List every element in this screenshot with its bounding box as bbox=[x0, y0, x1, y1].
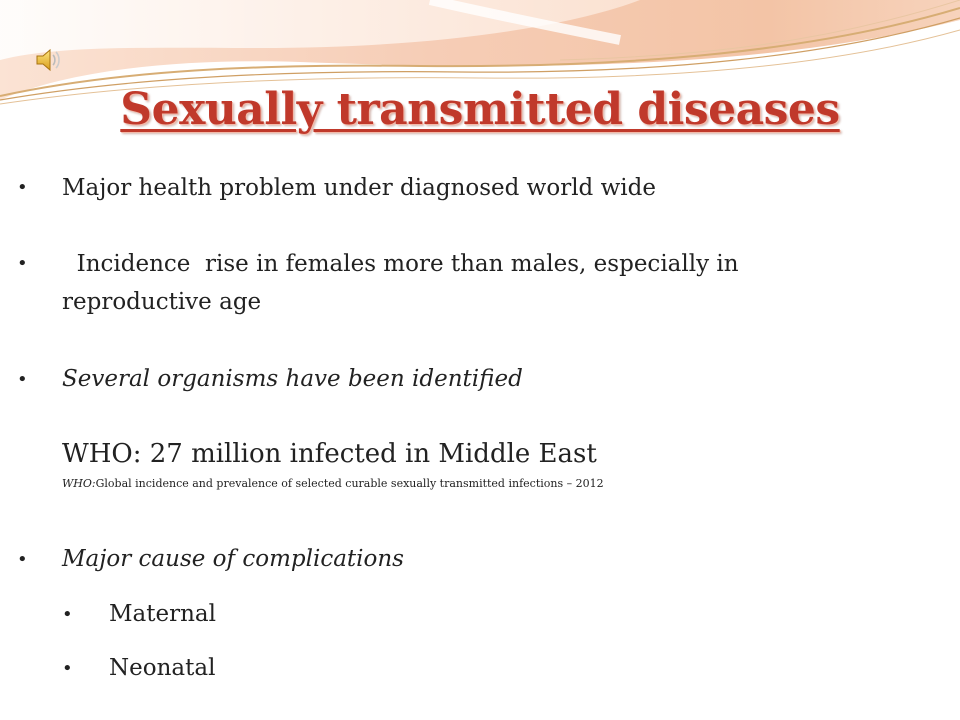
speaker-icon[interactable] bbox=[33, 45, 63, 75]
slide-title: Sexually transmitted diseases bbox=[120, 84, 840, 135]
sub-bullet-neonatal: Neonatal bbox=[109, 655, 216, 681]
bullet-text-major-cause: Major cause of complications bbox=[62, 546, 404, 572]
bullet-text-several-organisms: Several organisms have been identified bbox=[62, 366, 523, 392]
source-text: Global incidence and prevalence of selected curable sexually transmitted infections – 2012 bbox=[95, 477, 604, 490]
bullet-marker: • bbox=[17, 369, 28, 390]
source-citation bbox=[62, 477, 604, 490]
source-prefix: WHO: bbox=[62, 477, 96, 490]
who-statistic: WHO: 27 million infected in Middle East bbox=[62, 439, 597, 469]
bullet-text-incidence-rise: Incidence rise in females more than males, especially in bbox=[62, 251, 739, 277]
sub-bullet-maternal: Maternal bbox=[109, 601, 216, 627]
sub-bullet-marker: • bbox=[62, 658, 73, 679]
bullet-text-major-health-problem: Major health problem under diagnosed world wide bbox=[62, 175, 656, 201]
bullet-marker: • bbox=[17, 549, 28, 570]
bullet-marker: • bbox=[17, 177, 28, 198]
bullet-text-reproductive-age: reproductive age bbox=[62, 289, 262, 315]
sub-bullet-marker: • bbox=[62, 604, 73, 625]
bullet-marker: • bbox=[17, 253, 28, 274]
